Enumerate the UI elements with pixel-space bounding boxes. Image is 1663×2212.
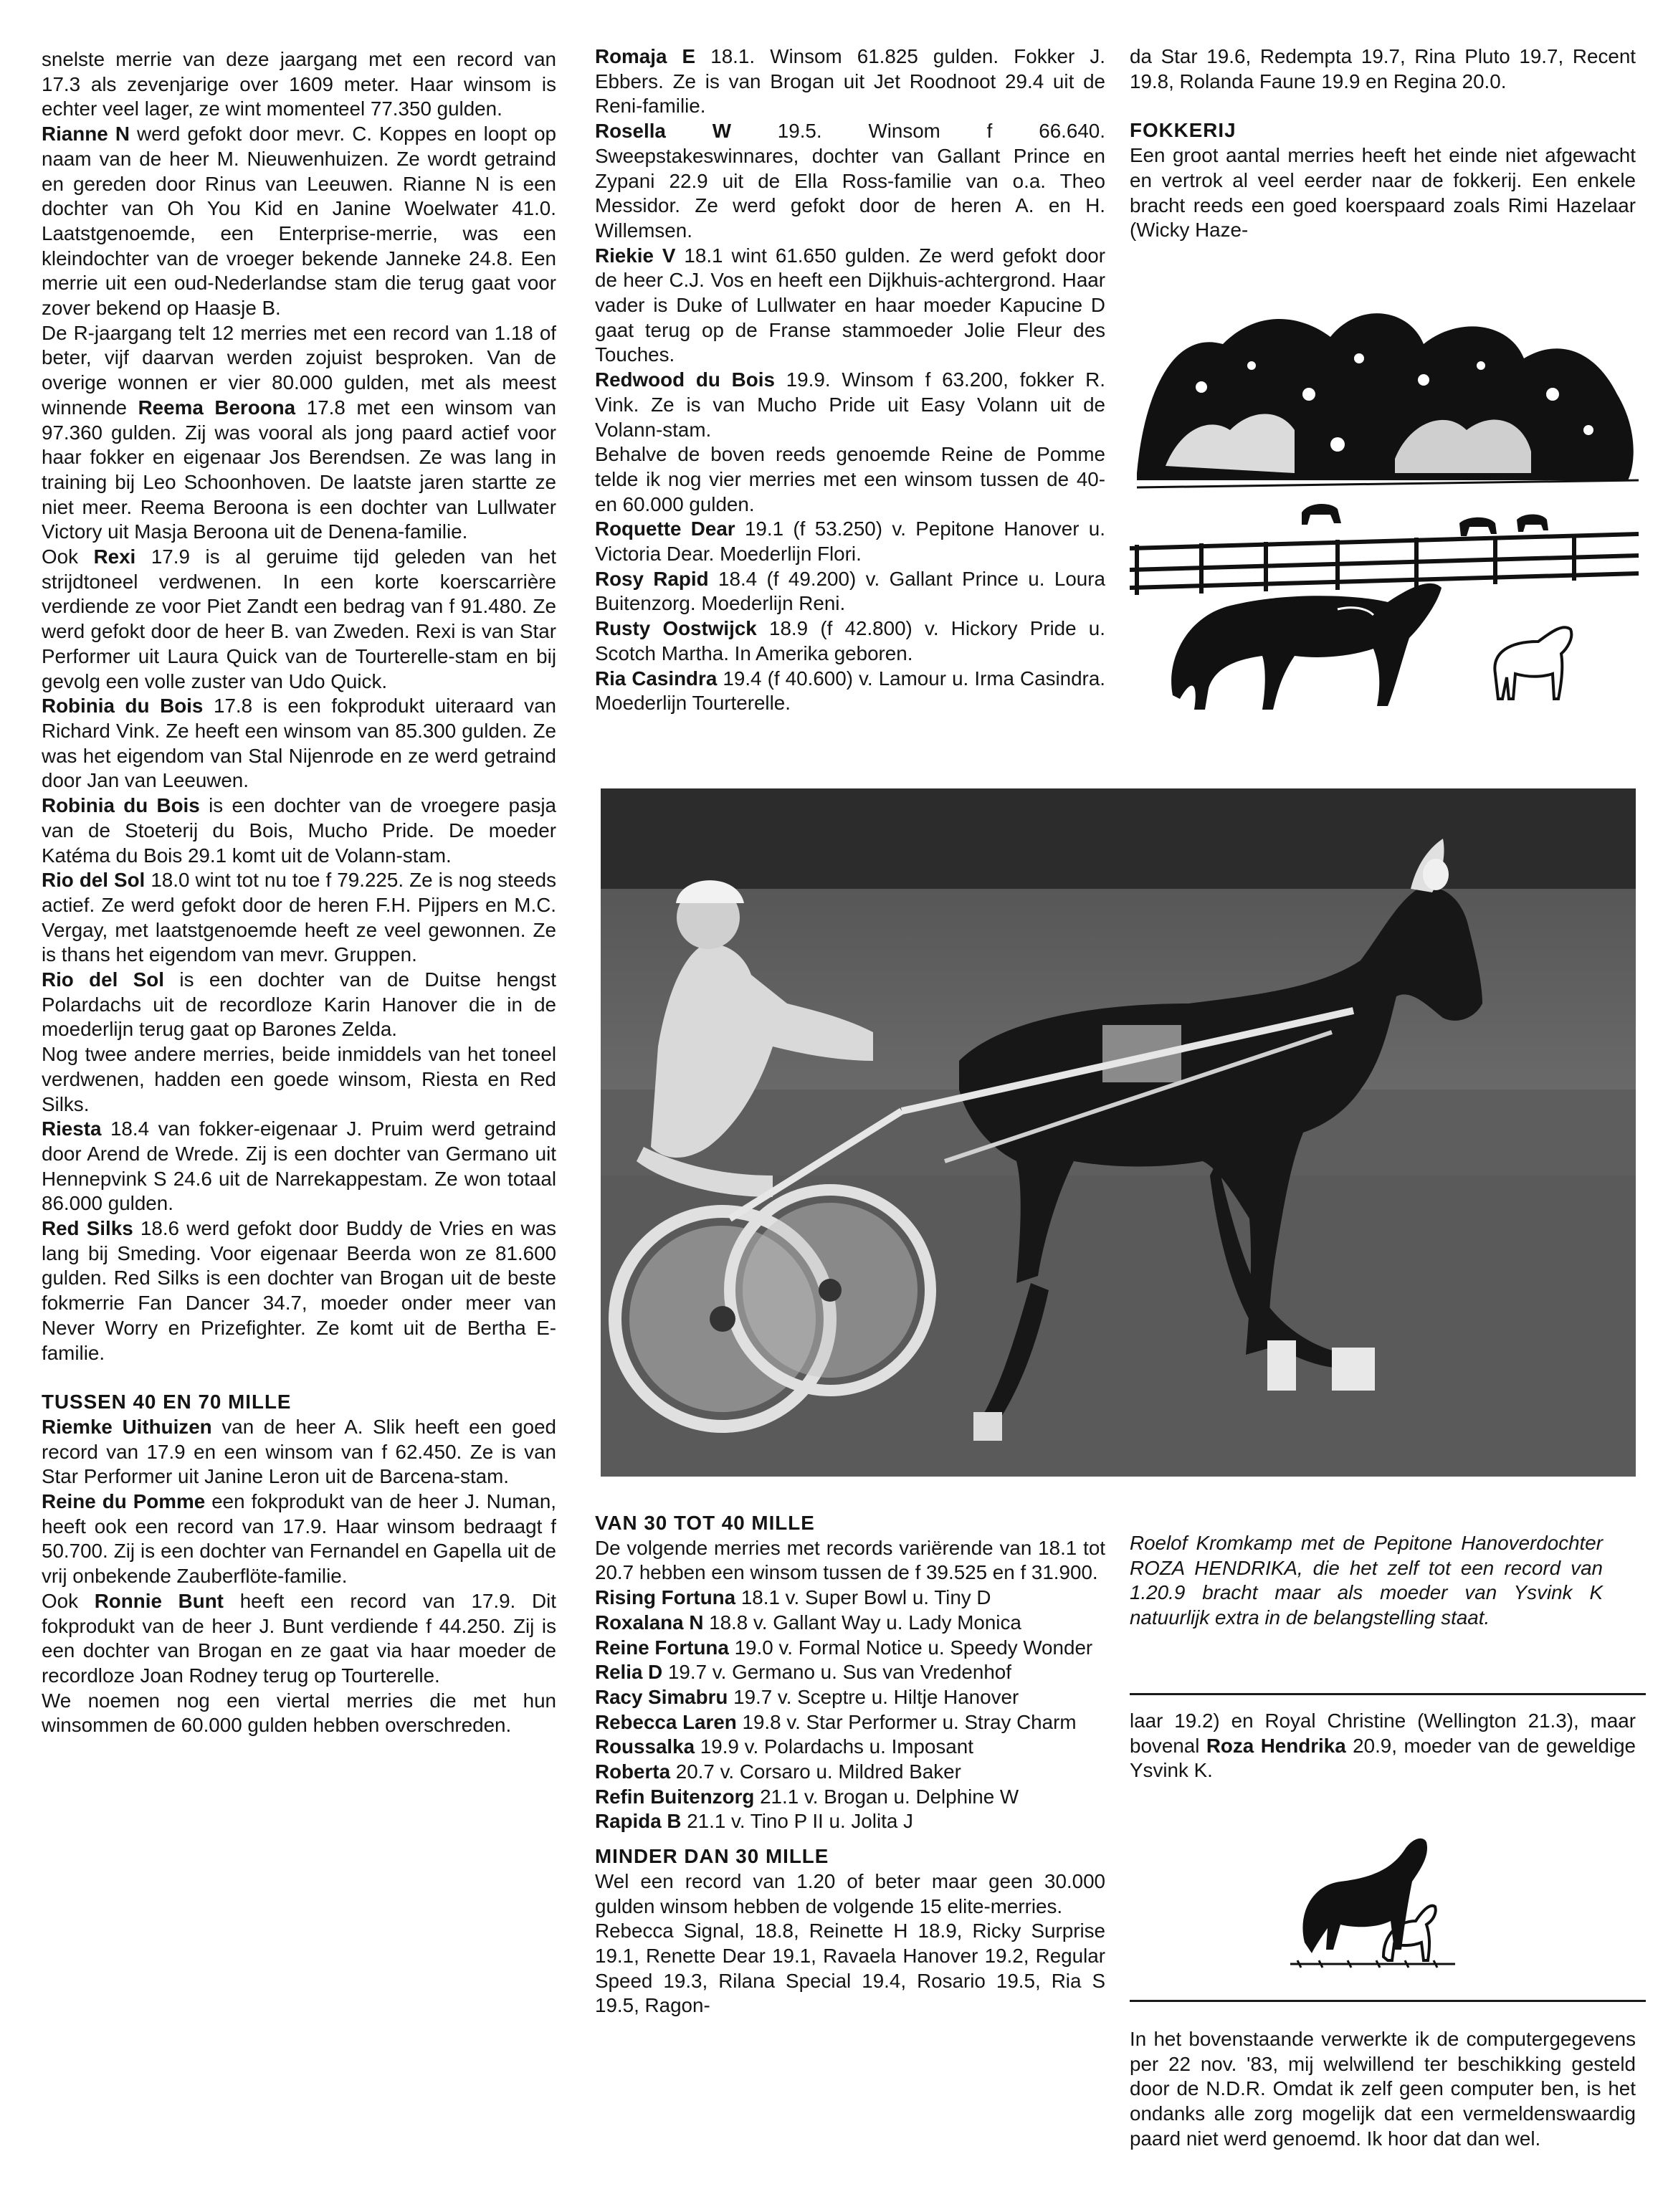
horse-name: Rio del Sol: [42, 869, 146, 892]
paragraph: [42, 321, 556, 545]
paragraph-text: heeft een record van 17.9. Dit fokprodukt van de heer J. Bunt verdiende f 44.250. Zij is een dochter van Brogan en ze gaat via haar moeder de recordloze Joan Rodney terug op Tourterelle.: [42, 1589, 556, 1687]
list-item: [595, 1735, 1105, 1760]
list-item-text: 19.7 v. Germano u. Sus van Vredenhof: [662, 1661, 1011, 1684]
list-item-text: 19.7 v. Sceptre u. Hiltje Hanover: [728, 1685, 1019, 1708]
paragraph-text: 17.8 met een winsom van 97.360 gulden. Zij was vooral als jong paard actief voor haar fokker en eigenaar Jos Berendsen. Ze was lang in training bij Leo Schoonhoven. De laatste jaren startte ze niet meer. Reema Beroona is een dochter van Lullwater Victory uit Masja Beroona uit de Denena-familie.: [42, 396, 556, 543]
list-item: [595, 1760, 1105, 1785]
minder-list: Rebecca Signal, 18.8, Reinette H 18.9, Ricky Surprise 19.1, Renette Dear 19.1, Ravaela Hanover 19.2, Regular Speed 19.3, Rilana Special 19.4, Rosario 19.5, Ria S 19.5, Ragon-: [595, 1920, 1105, 2017]
paragraph-text: 19.4 (f 40.600) v. Lamour u. Irma Casindra. Moederlijn Tourterelle.: [595, 667, 1105, 715]
paragraph-text: van de heer A. Slik heeft een goed record van 17.9 en een winsom van f 62.450. Ze is van Star Performer uit Janine Leron uit de Barcena-stam.: [42, 1415, 557, 1488]
paragraph: [595, 667, 1105, 716]
photo-harness-horse: [601, 788, 1636, 1477]
col3-mid-a: laar 19.2) en Royal Christine (Wellington 21.3), maar bovenal: [1130, 1710, 1636, 1757]
list-item-text: 18.8 v. Gallant Way u. Lady Monica: [703, 1611, 1021, 1634]
paragraph-text: 18.1 wint 61.650 gulden. Ze werd gefokt door de heer C.J. Vos en heeft een Dijkhuis-achtergrond. Haar vader is Duke of Lullwater en haar moeder Kapucine D gaat terug op de Franse stammoeder Jolie Fleur des Touches.: [595, 244, 1105, 366]
heading-fokkerij: FOKKERIJ: [1130, 119, 1236, 142]
list-item-text: 20.7 v. Corsaro u. Mildred Baker: [670, 1760, 961, 1783]
list-item-text: 21.1 v. Tino P II u. Jolita J: [681, 1810, 913, 1833]
horse-name: Robinia du Bois: [42, 695, 204, 718]
paragraph: [42, 122, 556, 321]
horse-name: Roberta: [595, 1760, 671, 1783]
list-item: [595, 1611, 1105, 1636]
paragraph-text: De R-jaargang telt 12 merries met een record van 1.18 of beter, vijf daarvan werden zojuist besproken. Van de overige wonnen er vier 80.000 gulden, met als meest winnende: [42, 321, 556, 419]
list-item: [595, 1586, 1105, 1611]
horse-name: Racy Simabru: [595, 1685, 728, 1708]
paragraph-text: is een dochter van de vroegere pasja van de Stoeterij du Bois, Mucho Pride. De moeder Katéma du Bois 29.1 komt uit de Volann-stam.: [42, 794, 557, 867]
column-2: [595, 44, 1105, 716]
paragraph-text: 18.1. Winsom 61.825 gulden. Fokker J. Ebbers. Ze is van Brogan uit Jet Roodnoot 29.4 uit de Reni-familie.: [595, 45, 1105, 118]
photo-caption: Roelof Kromkamp met de Pepitone Hanoverdochter ROZA HENDRIKA, die het zelf tot een record van 1.20.9 bracht maar als moeder van Ysvink K natuurlijk extra in de belangstelling staat.: [1130, 1531, 1603, 1629]
horse-name: Romaja E: [595, 45, 696, 67]
paragraph-text: werd gefokt door mevr. C. Koppes en loopt op naam van de heer M. Nieuwenhuizen. Ze wordt getraind en gereden door Rinus van Leeuwen. Rianne N is een dochter van Oh You Kid en Janine Woelwater 41.0. Laatstgenoemde, een Enterprise-merrie, was een kleindochter van de vroeger bekende Janneke 24.8. Een merrie uit een oud-Nederlandse stam die terug gaat voor zover bekend op Haasje B.: [42, 123, 556, 320]
list-item-text: 19.9 v. Polardachs u. Imposant: [695, 1735, 973, 1758]
list-item: [595, 1660, 1105, 1685]
divider-line: [1130, 1693, 1646, 1695]
paragraph: [595, 119, 1105, 244]
paragraph: [595, 244, 1105, 368]
horse-name: Rexi: [93, 545, 136, 568]
minder-intro: Wel een record van 1.20 of beter maar geen 30.000 gulden winsom hebben de volgende 15 elite-merries.: [595, 1869, 1105, 1917]
horse-name: Rio del Sol: [42, 968, 164, 991]
paragraph: [595, 616, 1105, 666]
paragraph: [42, 793, 556, 868]
paragraph-text: 19.9. Winsom f 63.200, fokker R. Vink. Ze is van Mucho Pride uit Easy Volann uit de Volann-stam.: [595, 368, 1105, 441]
divider-line-2: [1130, 2000, 1646, 2002]
horse-name: Ria Casindra: [595, 667, 718, 690]
list-item-text: 18.1 v. Super Bowl u. Tiny D: [735, 1586, 991, 1609]
column-3: [1130, 44, 1636, 243]
paragraph-text: Ook: [42, 545, 94, 568]
paragraph: [42, 1689, 556, 1738]
paragraph: [595, 567, 1105, 616]
horse-name: Robinia du Bois: [42, 794, 200, 817]
paragraph-text: 18.4 van fokker-eigenaar J. Pruim werd getraind door Arend de Wrede. Zij is een dochter van Germano uit Hennepvink S 24.6 uit de Narrekappestam. Ze won totaal 86.000 gulden.: [42, 1117, 556, 1215]
horse-name: Rebecca Laren: [595, 1710, 737, 1733]
horse-name: Rusty Oostwijck: [595, 617, 757, 640]
list-item-text: 21.1 v. Brogan u. Delphine W: [754, 1785, 1019, 1808]
horse-name: Relia D: [595, 1661, 663, 1684]
paragraph-text: 18.0 wint tot nu toe f 79.225. Ze is nog steeds actief. Ze werd gefokt door de heren F.H. Pijpers en M.C. Vergay, met laatstgenoemde heeft ze veel gewonnen. Ze is thans het eigendom van mevr. Gruppen.: [42, 869, 557, 966]
paragraph: [42, 1117, 556, 1216]
list-item: [595, 1785, 1105, 1810]
paragraph: [42, 868, 556, 968]
list-item-text: 19.0 v. Formal Notice u. Speedy Wonder: [728, 1636, 1093, 1659]
horse-name: Riekie V: [595, 244, 676, 267]
list-item: [595, 1809, 1105, 1834]
horse-name: Riemke Uithuizen: [42, 1415, 212, 1438]
horse-name: Riesta: [42, 1117, 102, 1140]
list-item: [595, 1710, 1105, 1735]
horse-name: Reema Beroona: [138, 396, 296, 419]
paragraph-text: 19.1 (f 53.250) v. Pepitone Hanover u. Victoria Dear. Moederlijn Flori.: [595, 518, 1105, 566]
column-1: [42, 47, 556, 1738]
paragraph: [595, 517, 1105, 566]
horse-name: Reine du Pomme: [42, 1490, 206, 1513]
paragraph-text: 18.9 (f 42.800) v. Hickory Pride u. Scotch Martha. In Amerika geboren.: [595, 617, 1105, 664]
heading-minder-dan-30-mille: MINDER DAN 30 MILLE: [595, 1845, 829, 1868]
paragraph: [42, 1216, 556, 1365]
paragraph-text: We noemen nog een viertal merries die met hun winsommen de 60.000 gulden hebben overschreden.: [42, 1689, 556, 1737]
horse-name: Roquette Dear: [595, 518, 735, 540]
horse-name: Rising Fortuna: [595, 1586, 736, 1609]
horse-name: Rianne N: [42, 123, 130, 146]
paragraph: [42, 694, 556, 793]
fokkerij-text: Een groot aantal merries heeft het einde niet afgewacht en vertrok al veel eerder naar de fokkerij. Een enkele bracht reeds een goed koerspaard zoals Rimi Hazelaar (Wicky Haze-: [1130, 144, 1636, 242]
paragraph-text: 17.9 is al geruime tijd geleden van het strijdtoneel verdwenen. In een korte koerscarrière verdiende ze voor Piet Zandt een bedrag van f 91.480. Ze werd gefokt door de heer B. van Zweden. Rexi is van Star Performer uit Laura Quick van de Tourterelle-stam en bij gevolg een volle zuster van Udo Quick.: [42, 545, 556, 692]
horse-name: Roxalana N: [595, 1611, 704, 1634]
paragraph: [42, 545, 556, 694]
heading-tussen-40-en-70-mille: TUSSEN 40 EN 70 MILLE: [42, 1391, 292, 1414]
horse-name: Refin Buitenzorg: [595, 1785, 755, 1808]
van30-intro: De volgende merries met records variërende van 18.1 tot 20.7 hebben een winsom tussen de f 39.525 en f 31.900.: [595, 1536, 1105, 1584]
horse-name: Red Silks: [42, 1217, 133, 1240]
paragraph-text: Ook: [42, 1589, 95, 1612]
paragraph: [42, 1042, 556, 1117]
paragraph-text: snelste merrie van deze jaargang met een record van 17.3 als zevenjarige over 1609 meter. Haar winsom is echter veel lager, ze wint momenteel 77.350 gulden.: [42, 48, 556, 120]
horse-name: Redwood du Bois: [595, 368, 775, 391]
column-3-middle: [1130, 1709, 1636, 1783]
footnote-block: [1130, 2027, 1636, 2152]
horse-name: Roussalka: [595, 1735, 695, 1758]
paragraph: [595, 442, 1105, 517]
paragraph-text: is een dochter van de Duitse hengst Polardachs uit de recordloze Karin Hanover die in de moederlijn terug gaat op Barones Zelda.: [42, 968, 556, 1041]
horse-name: Rosella W: [595, 120, 731, 143]
column-2-lower: [595, 1511, 1105, 2018]
paragraph: [42, 1415, 556, 1489]
horse-name: Rapida B: [595, 1810, 682, 1833]
col3-top-text: da Star 19.6, Redempta 19.7, Rina Pluto 19.7, Recent 19.8, Rolanda Faune 19.9 en Regina 20.0.: [1130, 45, 1636, 92]
paragraph-text: 17.8 is een fokprodukt uiteraard van Richard Vink. Ze heeft een winsom van 85.300 gulden. Ze was het eigendom van Stal Nijenrode en ze werd getraind door Jan van Leeuwen.: [42, 695, 556, 792]
paragraph: [595, 368, 1105, 442]
horse-name: Rosy Rapid: [595, 567, 709, 590]
footnote: In het bovenstaande verwerkte ik de computergegevens per 22 nov. '83, mij welwillend ter beschikking gesteld door de N.D.R. Omdat ik zelf geen computer ben, is het ondanks alle zorg mogelijk dat een vermeldenswaardig paard niet werd genoemd. Ik hoor dat dan wel.: [1130, 2028, 1636, 2150]
horse-name: Reine Fortuna: [595, 1636, 729, 1659]
list-item: [595, 1636, 1105, 1661]
paragraph-text: 18.6 werd gefokt door Buddy de Vries en was lang bij Smeding. Voor eigenaar Beerda won ze 81.600 gulden. Red Silks is een dochter van Brogan uit de beste fokmerrie Fan Dancer 34.7, moeder onder meer van Never Worry en Prizefighter. Ze komt uit de Bertha E-familie.: [42, 1217, 556, 1364]
paragraph: [42, 1489, 556, 1589]
horse-name: Ronnie Bunt: [94, 1589, 224, 1612]
col3-mid-name: Roza Hendrika: [1206, 1734, 1346, 1757]
paragraph-text: 18.4 (f 49.200) v. Gallant Prince u. Loura Buitenzorg. Moederlijn Reni.: [595, 567, 1105, 615]
list-item-text: 19.8 v. Star Performer u. Stray Charm: [736, 1710, 1077, 1733]
landscape-drawing: [1123, 287, 1646, 738]
paragraph-text: Nog twee andere merries, beide inmiddels van het toneel verdwenen, hadden een goede winsom, Riesta en Red Silks.: [42, 1043, 556, 1115]
mare-foal-drawing: [1283, 1813, 1462, 1978]
paragraph-text: Behalve de boven reeds genoemde Reine de Pomme telde ik nog vier merries met een winsom tussen de 40- en 60.000 gulden.: [595, 443, 1105, 515]
heading-van-30-tot-40-mille: VAN 30 TOT 40 MILLE: [595, 1512, 815, 1534]
paragraph-text: een fokprodukt van de heer J. Numan, heeft ook een record van 17.9. Haar winsom bedraagt f 50.700. Zij is een dochter van Fernandel en Gapella uit de vrij onbekende Zauberflöte-familie.: [42, 1490, 556, 1588]
col3-mid-c: 20.9, moeder van de geweldige Ysvink K.: [1130, 1734, 1636, 1782]
list-item: [595, 1685, 1105, 1710]
paragraph: [42, 1589, 556, 1689]
paragraph-text: 19.5. Winsom f 66.640. Sweepstakeswinnares, dochter van Gallant Prince en Zypani 22.9 uit de Ella Ross-familie van o.a. Theo Messidor. Ze werd gefokt door de heren A. en H. Willemsen.: [595, 120, 1105, 242]
paragraph: [42, 968, 556, 1042]
paragraph: [595, 44, 1105, 119]
paragraph: [42, 47, 556, 122]
